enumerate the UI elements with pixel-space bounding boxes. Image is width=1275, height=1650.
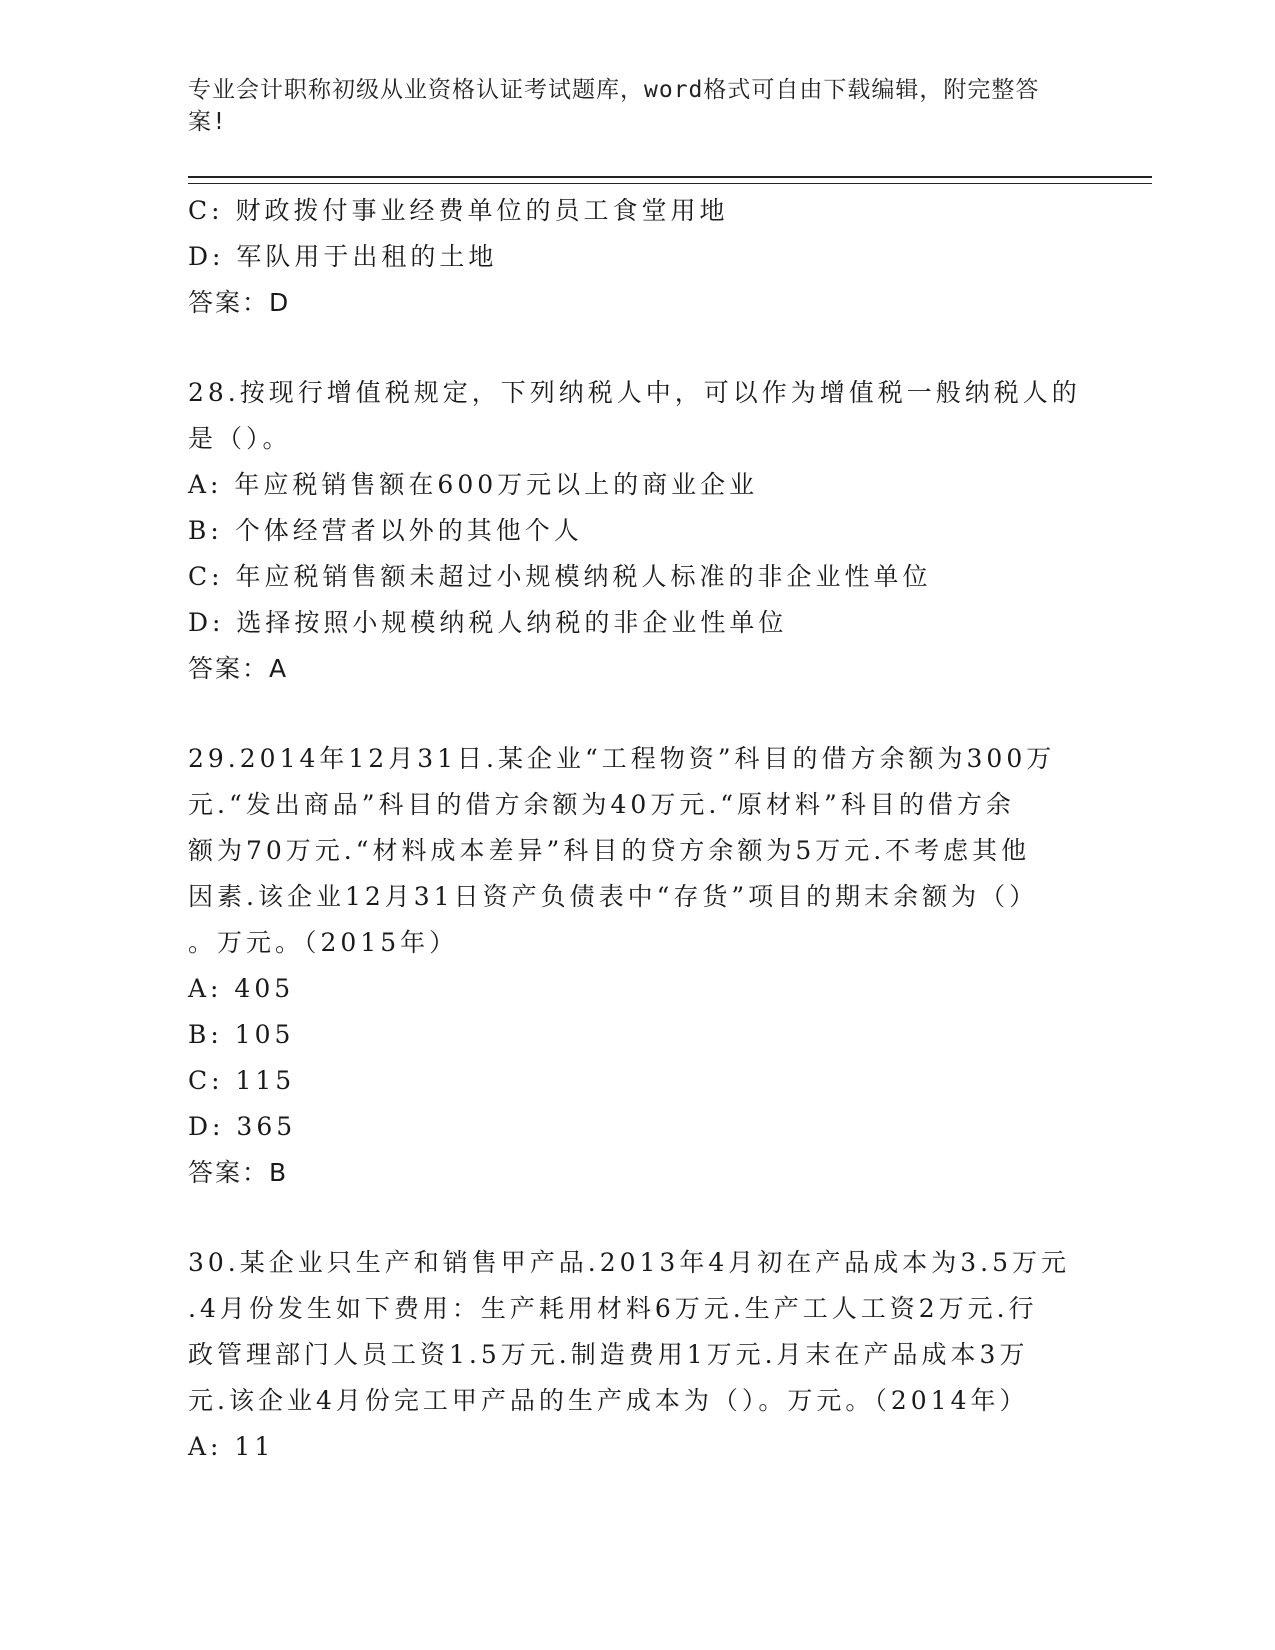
spacer [188, 692, 1088, 736]
page-header [188, 74, 1068, 138]
question-text: .4月份发生如下费用：生产耗用材料6万元.生产工人工资2万元.行 [188, 1294, 1038, 1323]
question-text: 元.“发出商品”科目的借方余额为40万元.“原材料”科目的借方余 [188, 790, 1015, 819]
option-b: B: 105 [188, 1020, 295, 1049]
header-divider-thin [188, 183, 1152, 184]
question-text: 30.某企业只生产和销售甲产品.2013年4月初在产品成本为3.5万元 [188, 1248, 1070, 1277]
document-body [188, 188, 1088, 1470]
question-30 [188, 1240, 1088, 1470]
option-d: D: 365 [188, 1112, 297, 1141]
spacer [188, 326, 1088, 370]
answer-label: 答案：A [188, 654, 289, 683]
option-c: C: 年应税销售额未超过小规模纳税人标准的非企业性单位 [188, 562, 932, 591]
answer-label: 答案：D [188, 288, 291, 317]
spacer [188, 1196, 1088, 1240]
question-28 [188, 370, 1088, 692]
option-c: C: 115 [188, 1066, 296, 1095]
question-text: 额为70万元.“材料成本差异”科目的贷方余额为5万元.不考虑其他 [188, 836, 1031, 865]
question-text: 是（）。 [188, 424, 292, 453]
option-a: A: 405 [188, 974, 295, 1003]
question-text: 元.该企业4月份完工甲产品的生产成本为（）。万元。（2014年） [188, 1386, 1029, 1415]
question-29 [188, 736, 1088, 1196]
option-b: B: 个体经营者以外的其他个人 [188, 516, 583, 545]
question-text: 政管理部门人员工资1.5万元.制造费用1万元.月末在产品成本3万 [188, 1340, 1029, 1369]
option-c: C: 财政拨付事业经费单位的员工食堂用地 [188, 196, 729, 225]
header-line-2: 案! [188, 109, 227, 135]
question-text: 。万元。（2015年） [188, 928, 459, 957]
option-d: D: 军队用于出租的土地 [188, 242, 498, 271]
answer-label: 答案：B [188, 1158, 289, 1187]
question-text: 29.2014年12月31日.某企业“工程物资”科目的借方余额为300万 [188, 744, 1056, 773]
option-d: D: 选择按照小规模纳税人纳税的非企业性单位 [188, 608, 788, 637]
header-line-1: 专业会计职称初级从业资格认证考试题库，word格式可自由下载编辑，附完整答 [188, 77, 1040, 103]
option-a: A: 11 [188, 1432, 275, 1461]
option-a: A: 年应税销售额在600万元以上的商业企业 [188, 470, 759, 499]
header-divider-thick [188, 176, 1152, 178]
question-text: 28.按现行增值税规定，下列纳税人中，可以作为增值税一般纳税人的 [188, 378, 1081, 407]
question-text: 因素.该企业12月31日资产负债表中“存货”项目的期末余额为（） [188, 882, 1039, 911]
question-27-tail [188, 188, 1088, 326]
